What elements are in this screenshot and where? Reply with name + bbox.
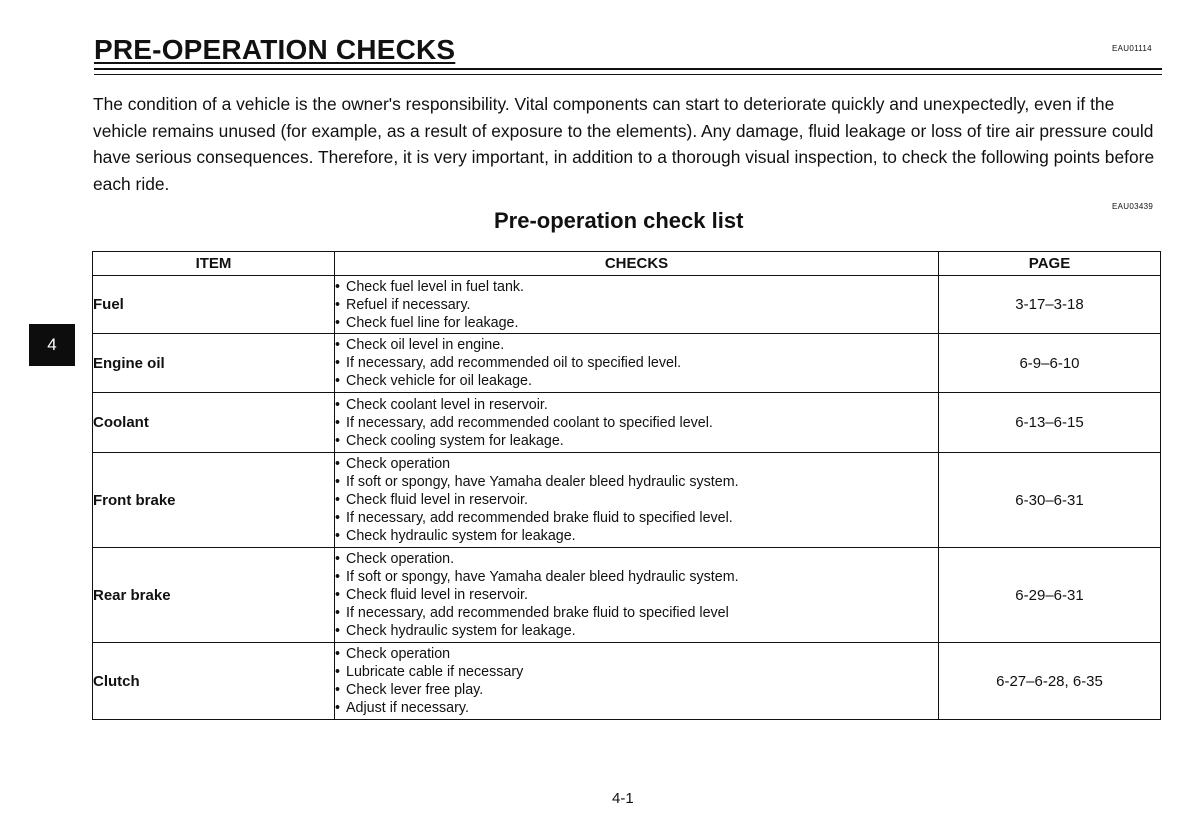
check-item: • If necessary, add recommended coolant to specified level. [335, 414, 938, 432]
row-checks [335, 453, 939, 548]
row-page: 6-27–6-28, 6-35 [939, 643, 1161, 720]
check-item: • Check fuel line for leakage. [335, 314, 938, 332]
row-page: 3-17–3-18 [939, 276, 1161, 334]
table-header-row [93, 252, 1161, 276]
check-item: • Check operation [335, 645, 938, 663]
row-checks [335, 643, 939, 720]
row-item: Engine oil [93, 334, 335, 393]
check-item: • Check cooling system for leakage. [335, 432, 938, 450]
row-checks [335, 393, 939, 453]
check-item: • Check fuel level in fuel tank. [335, 278, 938, 296]
row-page: 6-30–6-31 [939, 453, 1161, 548]
row-item: Rear brake [93, 548, 335, 643]
row-page: 6-29–6-31 [939, 548, 1161, 643]
table-row [93, 643, 1161, 720]
row-item: Fuel [93, 276, 335, 334]
check-item: • If necessary, add recommended brake fluid to specified level [335, 604, 938, 622]
table-row [93, 334, 1161, 393]
check-item: • Check coolant level in reservoir. [335, 396, 938, 414]
row-checks [335, 548, 939, 643]
check-item: • If necessary, add recommended brake fluid to specified level. [335, 509, 938, 527]
column-header-checks: CHECKS [335, 252, 939, 276]
check-item: • Check operation [335, 455, 938, 473]
row-checks [335, 276, 939, 334]
chapter-tab: 4 [29, 324, 75, 366]
check-item: • If necessary, add recommended oil to specified level. [335, 354, 938, 372]
check-item: • Check hydraulic system for leakage. [335, 622, 938, 640]
check-item: • Check fluid level in reservoir. [335, 491, 938, 509]
check-item: • Check vehicle for oil leakage. [335, 372, 938, 390]
table-row [93, 276, 1161, 334]
check-item: • Adjust if necessary. [335, 699, 938, 717]
column-header-item: ITEM [93, 252, 335, 276]
row-checks [335, 334, 939, 393]
title-rule-thick [94, 68, 1162, 70]
checklist-title: Pre-operation check list [494, 208, 744, 233]
row-item: Clutch [93, 643, 335, 720]
page-title: PRE-OPERATION CHECKS [94, 34, 456, 65]
check-item: • If soft or spongy, have Yamaha dealer bleed hydraulic system. [335, 568, 938, 586]
row-item: Coolant [93, 393, 335, 453]
row-page: 6-9–6-10 [939, 334, 1161, 393]
checklist-code: EAU03439 [1112, 202, 1154, 211]
row-page: 6-13–6-15 [939, 393, 1161, 453]
check-item: • Check hydraulic system for leakage. [335, 527, 938, 545]
checklist-table [92, 251, 1161, 720]
check-item: • Refuel if necessary. [335, 296, 938, 314]
check-item: • Check operation. [335, 550, 938, 568]
table-row [93, 393, 1161, 453]
column-header-page: PAGE [939, 252, 1161, 276]
table-row [93, 453, 1161, 548]
title-rule-thin [94, 74, 1162, 75]
check-item: • If soft or spongy, have Yamaha dealer bleed hydraulic system. [335, 473, 938, 491]
page-number: 4-1 [612, 790, 634, 807]
check-item: • Check fluid level in reservoir. [335, 586, 938, 604]
row-item: Front brake [93, 453, 335, 548]
table-row [93, 548, 1161, 643]
check-item: • Check lever free play. [335, 681, 938, 699]
intro-paragraph: The condition of a vehicle is the owner's responsibility. Vital components can start to deteriorate quickly and unexpectedly, even if the vehicle remains unused (for example, as a result of exposure to the elements). Any damage, fluid leakage or loss of tire air pressure could have serious consequences. Therefore, it is very important, in addition to a thorough visual inspection, to check the following points before each ride. [93, 94, 1155, 194]
section-code: EAU01114 [1112, 44, 1152, 53]
check-item: • Lubricate cable if necessary [335, 663, 938, 681]
check-item: • Check oil level in engine. [335, 336, 938, 354]
